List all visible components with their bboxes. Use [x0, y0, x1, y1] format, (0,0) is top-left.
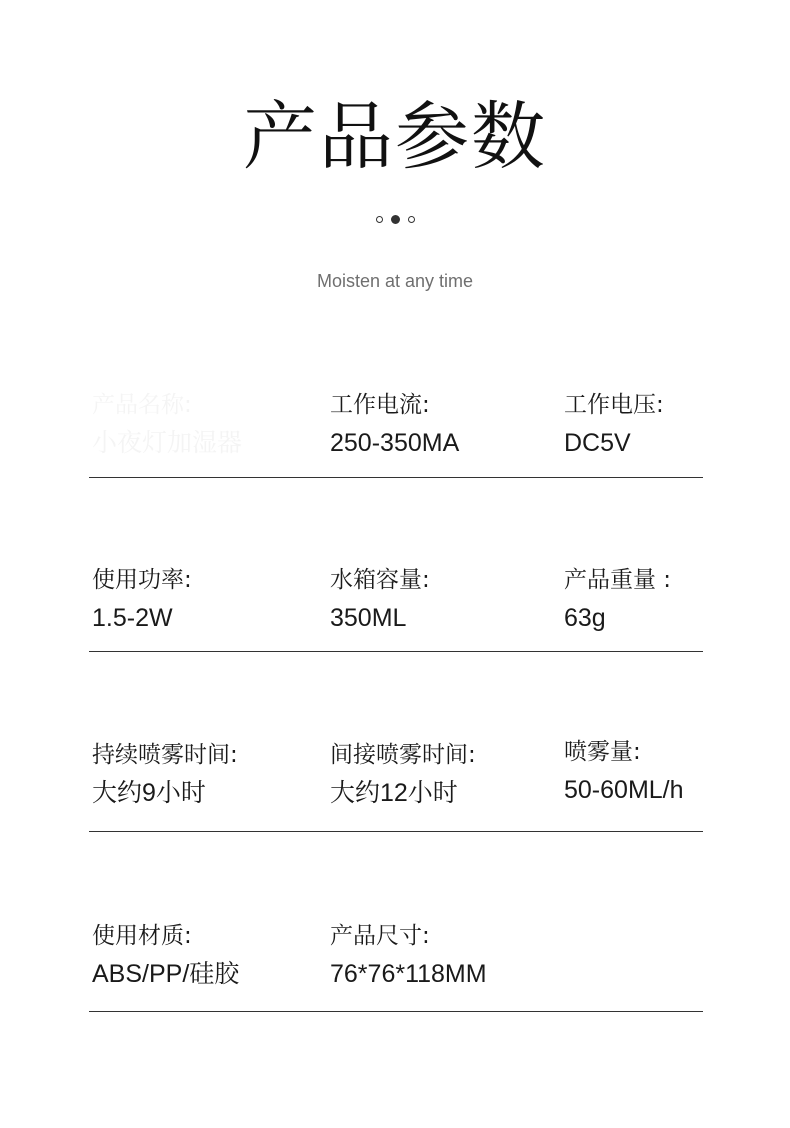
spec-label: 喷雾量:	[564, 739, 641, 765]
spec-power	[92, 561, 192, 637]
spec-label: 产品名称:	[92, 392, 192, 418]
spec-dimensions	[330, 917, 487, 993]
spec-value: 76*76*118MM	[330, 960, 487, 988]
spec-row	[89, 386, 703, 478]
pagination-dots	[0, 216, 790, 224]
spec-row	[89, 736, 703, 832]
spec-label: 持续喷雾时间:	[92, 742, 238, 768]
spec-value: 大约12小时	[330, 779, 458, 807]
spec-spray-volume	[564, 733, 684, 809]
spec-value: 大约9小时	[92, 779, 206, 807]
spec-value: DC5V	[564, 429, 631, 457]
spec-label: 水箱容量:	[330, 567, 430, 593]
dot-indicator	[376, 216, 383, 223]
spec-working-current	[330, 386, 459, 462]
spec-row	[89, 917, 703, 1012]
spec-label: 产品重量 :	[564, 567, 672, 593]
spec-value: 350ML	[330, 604, 407, 632]
spec-value: 50-60ML/h	[564, 776, 684, 804]
spec-weight	[564, 561, 671, 637]
spec-tank-capacity	[330, 561, 430, 637]
dot-indicator-active	[391, 215, 400, 224]
spec-value: 小夜灯加湿器	[92, 429, 243, 457]
spec-intermittent-spray	[330, 736, 476, 812]
spec-value: 250-350MA	[330, 429, 460, 457]
spec-label: 使用功率:	[92, 567, 192, 593]
page-subtitle: Moisten at any time	[316, 271, 474, 291]
spec-material	[92, 917, 239, 993]
spec-label: 工作电流:	[330, 392, 430, 418]
spec-row	[89, 561, 703, 652]
spec-label: 间接喷雾时间:	[330, 742, 476, 768]
spec-product-name	[92, 386, 242, 462]
dot-indicator	[408, 216, 415, 223]
spec-value: 1.5-2W	[92, 604, 173, 632]
page-title: 产品参数	[243, 94, 547, 180]
spec-continuous-spray	[92, 736, 238, 812]
spec-value: ABS/PP/硅胶	[92, 960, 240, 988]
spec-label: 使用材质:	[92, 923, 192, 949]
spec-working-voltage	[564, 386, 664, 462]
spec-value: 63g	[564, 604, 606, 632]
spec-label: 产品尺寸:	[330, 923, 430, 949]
spec-label: 工作电压:	[564, 392, 664, 418]
